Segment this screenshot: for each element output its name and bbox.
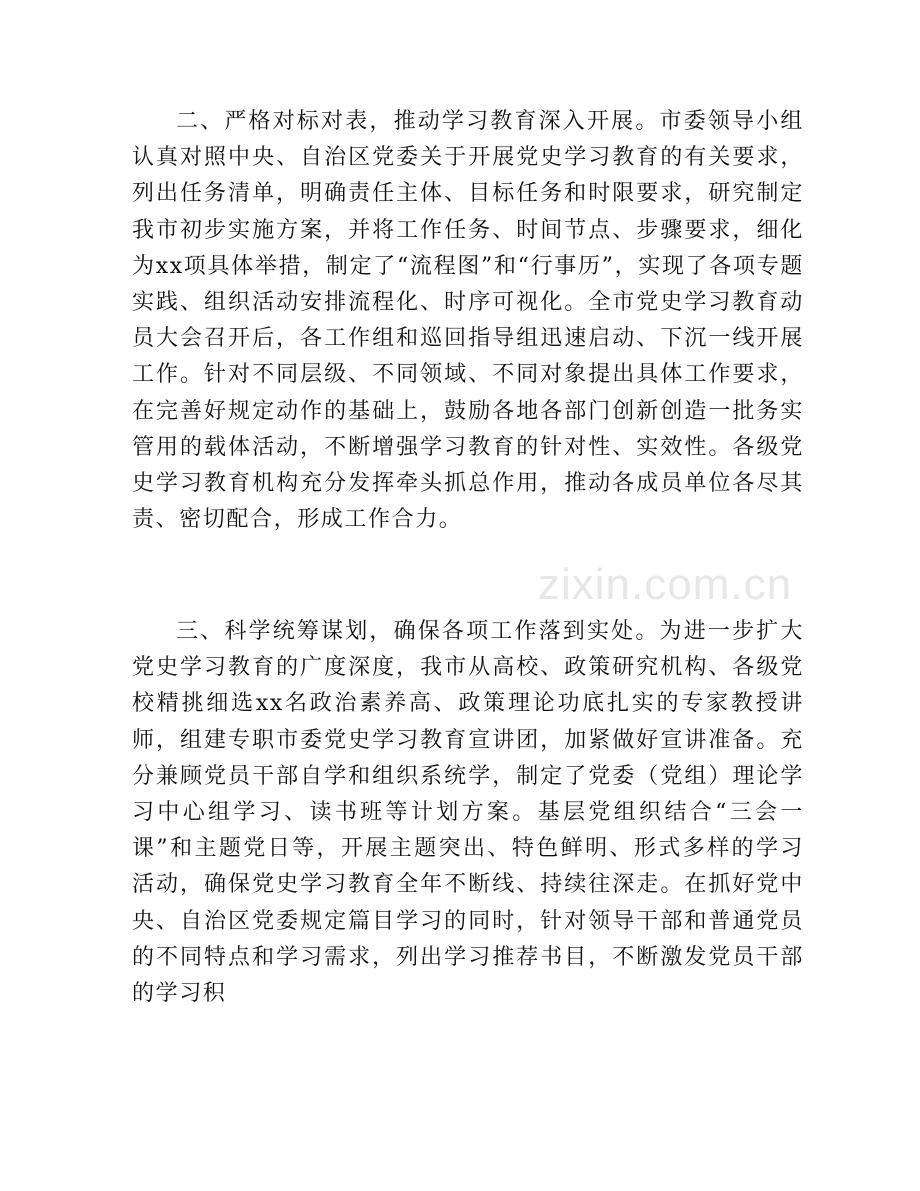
watermark: zixin.com.cn	[538, 560, 793, 609]
paragraph-section-three: 三、科学统筹谋划，确保各项工作落到实处。为进一步扩大党史学习教育的广度深度，我市从高校、政策研究机构、各级党校精挑细选xx名政治素养高、政策理论功底扎实的专家教授讲师，组建专职市委党史学习教育宣讲团，加紧做好宣讲准备。充分兼顾党员干部自学和组织系统学，制定了党委（党组）理论学习中心组学习、读书班等计划方案。基层党组织结合“三会一课”和主题党日等，开展主题突出、特色鲜明、形式多样的学习活动，确保党史学习教育全年不断线、持续往深走。在抓好党中央、自治区党委规定篇目学习的同时，针对领导干部和普通党员的不同特点和学习需求，列出学习推荐书目，不断激发党员干部的学习积	[132, 619, 804, 1007]
paragraph-section-two: 二、严格对标对表，推动学习教育深入开展。市委领导小组认真对照中央、自治区党委关于开展党史学习教育的有关要求，列出任务清单，明确责任主体、目标任务和时限要求，研究制定我市初步实施方案，并将工作任务、时间节点、步骤要求，细化为xx项具体举措，制定了“流程图”和“行事历”，实现了各项专题实践、组织活动安排流程化、时序可视化。全市党史学习教育动员大会召开后，各工作组和巡回指导组迅速启动、下沉一线开展工作。针对不同层级、不同领域、不同对象提出具体工作要求，在完善好规定动作的基础上，鼓励各地各部门创新创造一批务实管用的载体活动，不断增强学习教育的针对性、实效性。各级党史学习教育机构充分发挥牵头抓总作用，推动各成员单位各尽其责、密切配合，形成工作合力。	[132, 109, 804, 533]
